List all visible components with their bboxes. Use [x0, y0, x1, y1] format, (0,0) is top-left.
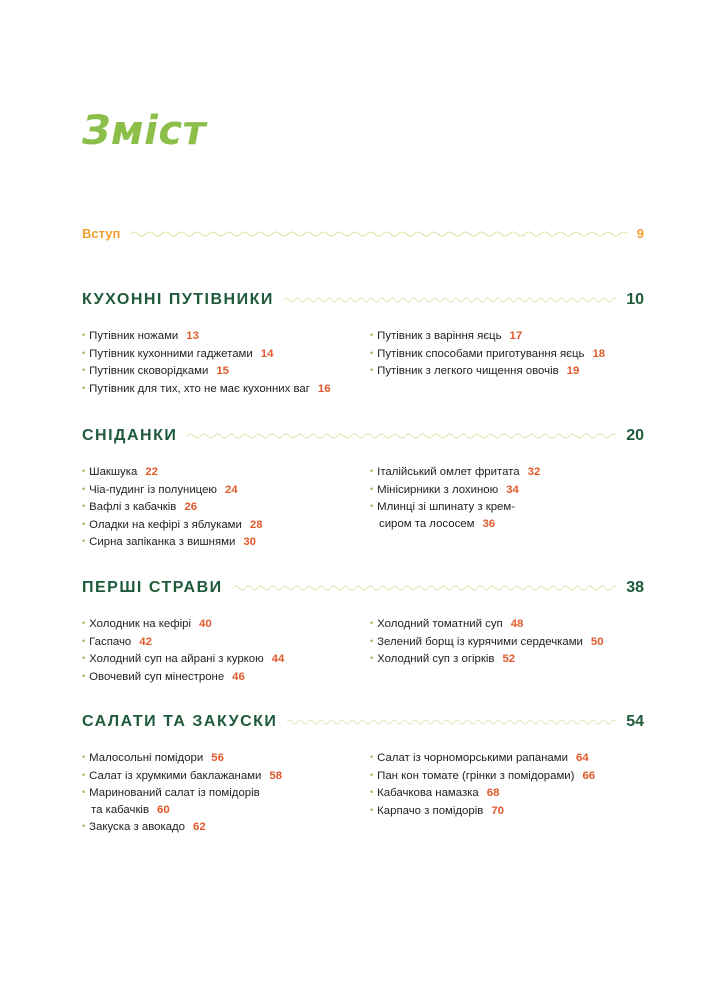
wavy-divider-icon: [130, 230, 626, 238]
toc-item-page: 14: [260, 347, 274, 360]
toc-item-page: 22: [145, 466, 158, 478]
bullet-icon: •: [370, 330, 374, 340]
toc-item-text: Карпачо з помідорів: [377, 804, 484, 817]
toc-item-text: Овочевий суп мінестроне: [89, 670, 225, 683]
toc-item[interactable]: [82, 818, 282, 836]
toc-item-text: Холодник на кефірі: [89, 618, 192, 630]
bullet-icon: •: [82, 536, 86, 547]
toc-item-text: Путівник для тих, хто не має кухонних ваг: [89, 382, 310, 395]
toc-item-text: Малосольні помідори: [89, 752, 204, 764]
bullet-icon: •: [82, 670, 86, 681]
bullet-icon: •: [370, 804, 374, 815]
page-title: Зміст: [82, 108, 207, 154]
toc-item-text: Гаспачо: [89, 635, 132, 648]
toc-item[interactable]: [370, 749, 595, 767]
toc-item-text: Італійський омлет фритата: [377, 466, 520, 478]
section-title: САЛАТИ ТА ЗАКУСКИ: [82, 713, 278, 730]
toc-column-right: [370, 749, 595, 819]
toc-item[interactable]: [82, 327, 331, 345]
section-page: 54: [626, 713, 644, 730]
toc-item-text: Сирна запіканка з вишнями: [89, 536, 236, 549]
toc-item-continuation[interactable]: [82, 802, 282, 819]
toc-item-page: 46: [232, 670, 245, 683]
bullet-icon: •: [82, 466, 86, 476]
toc-column-right: [370, 615, 604, 668]
toc-item[interactable]: [370, 650, 604, 668]
toc-item-page: 50: [590, 635, 604, 648]
bullet-icon: •: [370, 787, 374, 798]
toc-column-left: [82, 749, 282, 836]
toc-column-right: [370, 463, 540, 532]
toc-item-page: 58: [269, 769, 283, 782]
toc-item-text: Холодний суп на айрані з куркою: [89, 653, 264, 666]
toc-item-page: 24: [224, 483, 238, 496]
section-title: КУХОННІ ПУТІВНИКИ: [82, 291, 274, 308]
toc-item[interactable]: [82, 633, 284, 651]
bullet-icon: •: [370, 618, 374, 628]
bullet-icon: •: [370, 501, 374, 512]
bullet-icon: •: [370, 347, 374, 358]
toc-item[interactable]: [82, 481, 263, 499]
toc-column-left: [82, 463, 263, 551]
toc-item-page: 44: [271, 653, 285, 666]
section-header[interactable]: [82, 291, 644, 309]
toc-item-text: Путівник кухонними гаджетами: [89, 347, 253, 360]
bullet-icon: •: [370, 653, 374, 664]
section-header[interactable]: [82, 427, 644, 445]
toc-item-continuation[interactable]: [370, 516, 540, 533]
toc-item-page: 16: [317, 382, 331, 395]
toc-item-page: 62: [193, 821, 206, 834]
section-header[interactable]: [82, 713, 644, 731]
toc-item[interactable]: [370, 463, 540, 481]
toc-item[interactable]: [82, 668, 284, 686]
toc-item-text: Вафлі з кабачків: [89, 501, 177, 514]
toc-item-text: Кабачкова намазка: [377, 787, 479, 800]
bullet-icon: •: [370, 483, 374, 494]
intro-page: 9: [636, 226, 644, 241]
bullet-icon: •: [82, 752, 86, 762]
toc-entry-intro[interactable]: [82, 226, 644, 241]
toc-item[interactable]: [370, 633, 604, 651]
toc-item-page: 32: [527, 466, 541, 478]
toc-item-text: Шакшука: [89, 466, 138, 478]
toc-item[interactable]: [82, 516, 263, 534]
toc-item-page: 34: [506, 483, 519, 496]
toc-item-text: Путівник сковорідками: [89, 365, 209, 378]
toc-item[interactable]: [82, 615, 284, 633]
toc-item-text: Мінісирники з лохиною: [377, 483, 499, 496]
toc-item-text: Салат із хрумкими баклажанами: [89, 769, 262, 782]
section-page: 38: [626, 579, 644, 596]
bullet-icon: •: [82, 635, 86, 646]
section-page: 20: [626, 427, 644, 444]
bullet-icon: •: [82, 347, 86, 358]
toc-item[interactable]: [82, 767, 282, 785]
toc-item-page: 68: [486, 787, 500, 800]
toc-item[interactable]: [82, 784, 282, 802]
toc-item-page: 28: [249, 518, 263, 531]
toc-column-left: [82, 615, 284, 685]
bullet-icon: •: [82, 501, 86, 512]
intro-label: Вступ: [82, 226, 121, 241]
bullet-icon: •: [82, 365, 86, 376]
toc-item-page: 18: [592, 347, 606, 360]
toc-item[interactable]: [82, 498, 263, 516]
bullet-icon: •: [82, 483, 86, 494]
toc-item-page: 40: [199, 618, 212, 630]
toc-item[interactable]: [82, 380, 331, 398]
toc-item-text: Зелений борщ із курячими сердечками: [377, 635, 583, 648]
toc-item-page: 70: [491, 804, 504, 817]
section-page: 10: [626, 291, 644, 308]
section-title: СНІДАНКИ: [82, 427, 178, 444]
toc-item-page: 66: [582, 769, 596, 782]
toc-item-text: Путівник з варіння яєць: [377, 330, 502, 342]
toc-item[interactable]: [370, 327, 605, 345]
toc-item[interactable]: [82, 650, 284, 668]
toc-item-page: 64: [575, 752, 589, 764]
toc-item[interactable]: [370, 498, 540, 516]
toc-item-text: Оладки на кефірі з яблуками: [89, 518, 242, 531]
toc-item-text: Холодний суп з огірків: [377, 653, 495, 666]
toc-item[interactable]: [370, 784, 595, 802]
toc-item-text: Путівник способами приготування яєць: [377, 347, 585, 360]
toc-item[interactable]: [82, 463, 263, 481]
toc-item-text: Млинці зі шпинату з крем-: [377, 501, 515, 514]
toc-item-page: 30: [243, 536, 256, 549]
toc-item-text: Маринований салат із помідорів: [89, 787, 260, 800]
toc-item-text: Закуска з авокадо: [89, 821, 186, 834]
toc-column-left: [82, 327, 331, 397]
toc-item-text: сиром та лососем: [379, 517, 475, 530]
toc-item-text: Путівник з легкого чищення овочів: [377, 365, 559, 378]
toc-item[interactable]: [82, 362, 331, 380]
wavy-divider-icon: [284, 296, 616, 304]
toc-item-page: 13: [186, 330, 199, 342]
toc-item-text: Пан кон томате (грінки з помідорами): [377, 769, 575, 782]
wavy-divider-icon: [287, 718, 616, 726]
wavy-divider-icon: [187, 432, 616, 440]
toc-item[interactable]: [370, 615, 604, 633]
toc-item[interactable]: [82, 345, 331, 363]
toc-item-page: 26: [184, 501, 198, 514]
bullet-icon: •: [82, 618, 86, 628]
toc-item-text: Чіа-пудинг із полуницею: [89, 483, 217, 496]
section-title: ПЕРШІ СТРАВИ: [82, 579, 223, 596]
section-header[interactable]: [82, 579, 644, 597]
bullet-icon: •: [82, 330, 86, 340]
toc-item-text: та кабачків: [91, 803, 150, 816]
bullet-icon: •: [82, 821, 86, 832]
toc-item-page: 19: [566, 365, 580, 378]
toc-item-page: 36: [482, 517, 496, 530]
toc-item[interactable]: [370, 802, 595, 820]
bullet-icon: •: [82, 653, 86, 664]
toc-item[interactable]: [370, 345, 605, 363]
toc-item[interactable]: [370, 481, 540, 499]
bullet-icon: •: [370, 635, 374, 646]
bullet-icon: •: [82, 769, 86, 780]
bullet-icon: •: [82, 787, 86, 798]
toc-item-page: 52: [502, 653, 516, 666]
toc-item-page: 17: [509, 330, 523, 342]
toc-item[interactable]: [82, 533, 263, 551]
wavy-divider-icon: [233, 584, 617, 592]
toc-item[interactable]: [82, 749, 282, 767]
toc-item-text: Холодний томатний суп: [377, 618, 503, 630]
toc-item-page: 15: [216, 365, 229, 378]
toc-item-page: 48: [510, 618, 524, 630]
toc-item-page: 60: [157, 803, 170, 816]
toc-item-page: 42: [139, 635, 152, 648]
toc-column-right: [370, 327, 605, 380]
bullet-icon: •: [370, 752, 374, 762]
toc-item[interactable]: [370, 767, 595, 785]
toc-item-text: Салат із чорноморськими рапанами: [377, 752, 568, 764]
toc-item[interactable]: [370, 362, 605, 380]
bullet-icon: •: [370, 466, 374, 476]
bullet-icon: •: [82, 382, 86, 393]
bullet-icon: •: [370, 769, 374, 780]
toc-item-text: Путівник ножами: [89, 330, 179, 342]
toc-item-page: 56: [211, 752, 224, 764]
bullet-icon: •: [370, 365, 374, 376]
bullet-icon: •: [82, 518, 86, 529]
